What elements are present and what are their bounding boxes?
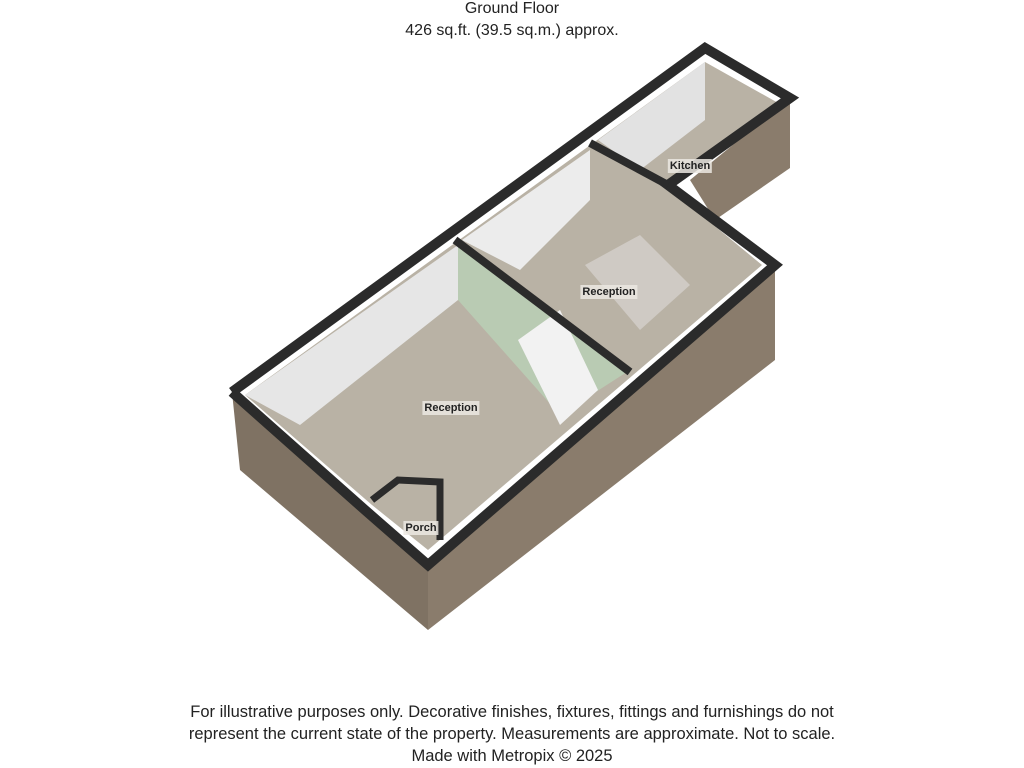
- floor-area: 426 sq.ft. (39.5 sq.m.) approx.: [405, 22, 619, 39]
- room-label-reception-front: Reception: [424, 402, 478, 414]
- credit-line: Made with Metropix © 2025: [411, 747, 613, 765]
- room-label-porch: Porch: [405, 522, 437, 534]
- room-label-reception-rear: Reception: [582, 286, 636, 298]
- room-label-kitchen: Kitchen: [669, 160, 711, 172]
- floor-title: Ground Floor: [464, 0, 560, 17]
- disclaimer-line-2: represent the current state of the property. Measurements are approximate. Not to scale.: [188, 725, 836, 743]
- disclaimer-line-1: For illustrative purposes only. Decorative finishes, fixtures, fittings and furnishings do not: [190, 703, 834, 721]
